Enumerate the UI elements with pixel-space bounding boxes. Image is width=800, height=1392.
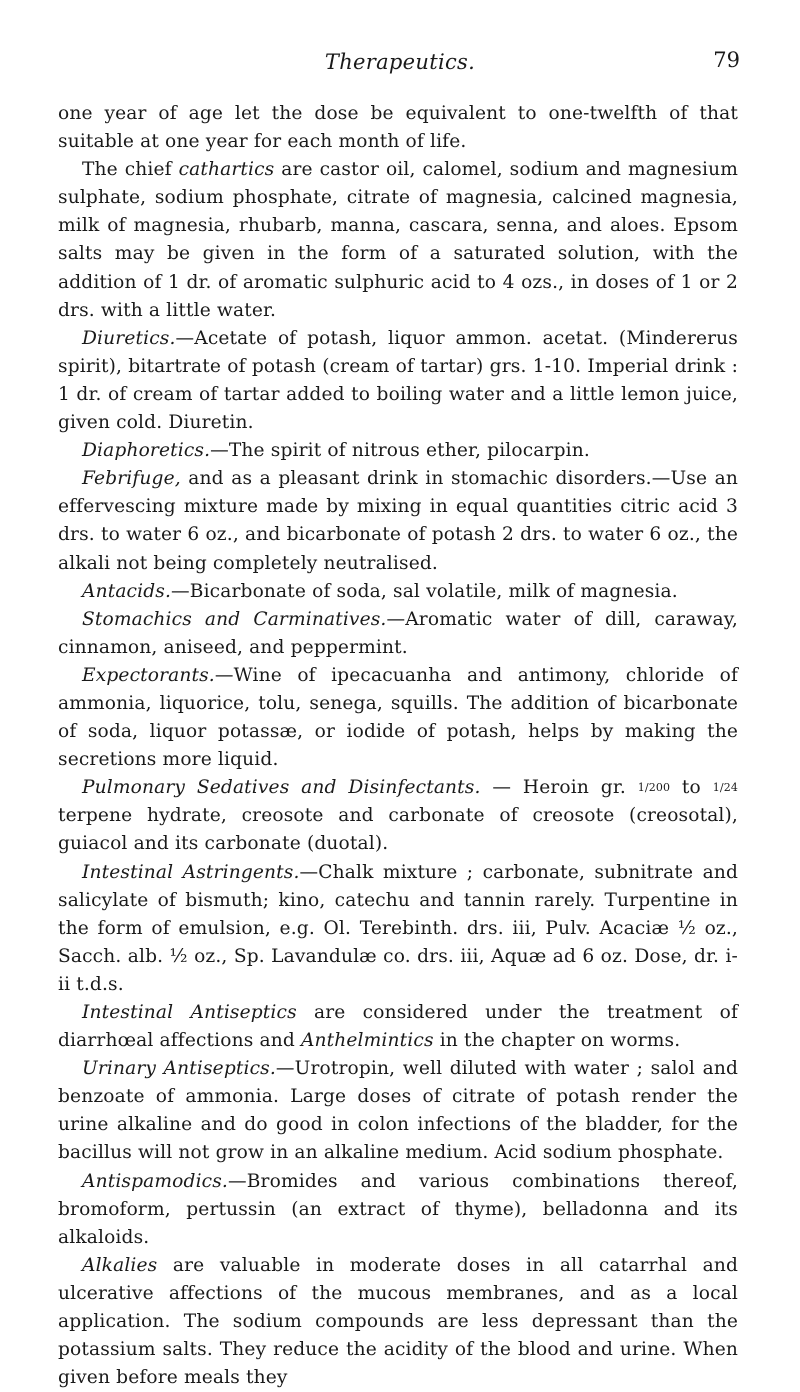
paragraph-alkalies: Alkalies are valuable in moderate doses in all catarrhal and ulcerative affections of the mucous membranes, and as a local application. The sodium compounds are less depressant than the potassium salts. They reduce the acidity of the blood and urine. When given before meals they <box>58 1254 738 1389</box>
section-heading: Diuretics. <box>82 327 176 349</box>
section-heading: Antacids. <box>82 580 172 602</box>
body-text <box>58 100 738 1392</box>
fraction: 1/200 <box>637 781 671 795</box>
section-heading: Alkalies <box>82 1254 158 1276</box>
section-heading: Pulmonary Sedatives and Disinfectants. <box>82 777 481 799</box>
paragraph-text: one year of age let the dose be equivalent to one-twelfth of that suitable at one year for each month of life. <box>58 103 738 153</box>
paragraph-cathartics: The chief cathartics are castor oil, calomel, sodium and magnesium sulphate, sodium phosphate, citrate of magnesia, calcined magnesia, milk of magnesia, rhubarb, manna, cascara, senna, and aloes. Epsom salts may be given in the form of a saturated solution, with the addition of 1 dr. of aromatic sulphuric acid to 4 ozs., in doses of 1 or 2 drs. with a little water. <box>58 159 738 321</box>
paragraph-stomachics: Stomachics and Carminatives.—Aromatic water of dill, caraway, cinnamon, aniseed, and peppermint. <box>58 608 738 658</box>
paragraph-febrifuge: Febrifuge, and as a pleasant drink in stomachic disorders.—Use an effervescing mixture made by mixing in equal quantities citric acid 3 drs. to water 6 oz., and bicarbonate of potash 2 drs. to water 6 oz., the alkali not being completely neutralised. <box>58 468 738 574</box>
paragraph-antacids: Antacids.—Bicarbonate of soda, sal volatile, milk of magnesia. <box>82 580 678 602</box>
paragraph-diuretics: Diuretics.—Acetate of potash, liquor ammon. acetat. (Mindererus spirit), bitartrate of potash (cream of tartar) grs. 1-10. Imperial drink : 1 dr. of cream of tartar added to boiling water and a little lemon juice, given cold. Diuretin. <box>58 327 738 434</box>
paragraph-intestinal-antiseptics: Intestinal Antiseptics are considered under the treatment of diarrhœal affections and Anthelmintics in the chapter on worms. <box>58 1002 738 1052</box>
section-heading: Diaphoretics. <box>82 440 211 462</box>
section-heading: Anthelmintics <box>300 1030 434 1052</box>
section-heading: Urinary Antiseptics. <box>82 1058 276 1080</box>
section-heading: Antispamodics. <box>82 1170 228 1192</box>
fraction: 1/24 <box>712 781 738 795</box>
section-heading: Intestinal Antiseptics <box>82 1002 297 1023</box>
page-number: 79 <box>713 48 740 72</box>
paragraph-pulmonary-sedatives: Pulmonary Sedatives and Disinfectants. — Heroin gr. 1/200 to 1/24 terpene hydrate, creosote and carbonate of creosote (creosotal), guiacol and its carbonate (duotal). <box>58 777 738 855</box>
running-head <box>0 50 800 80</box>
running-title: Therapeutics. <box>324 50 476 74</box>
paragraph-antispasmodics: Antispamodics.—Bromides and various combinations thereof, bromoform, pertussin (an extract of thyme), belladonna and its alkaloids. <box>58 1170 738 1248</box>
section-heading: cathartics <box>178 159 275 181</box>
paragraph-continuation <box>58 100 738 156</box>
paragraph-intestinal-astringents: Intestinal Astringents.—Chalk mixture ; carbonate, subnitrate and salicylate of bismuth; kino, catechu and tannin rarely. Turpentine in the form of emulsion, e.g. Ol. Terebinth. drs. iii, Pulv. Acaciæ ½ oz., Sacch. alb. ½ oz., Sp. Lavandulæ co. drs. iii, Aquæ ad 6 oz. Dose, dr. i-ii t.d.s. <box>58 861 738 995</box>
paragraph-urinary-antiseptics: Urinary Antiseptics.—Urotropin, well diluted with water ; salol and benzoate of ammonia. Large doses of citrate of potash render the urine alkaline and do good in colon infections of the bladder, for the bacillus will not grow in an alkaline medium. Acid sodium phosphate. <box>58 1058 738 1164</box>
section-heading: Intestinal Astringents. <box>82 861 300 883</box>
paragraph-diaphoretics: Diaphoretics.—The spirit of nitrous ether, pilocarpin. <box>82 440 590 462</box>
section-heading: Stomachics and Carminatives. <box>82 608 387 630</box>
paragraph-expectorants: Expectorants.—Wine of ipecacuanha and antimony, chloride of ammonia, liquorice, tolu, senega, squills. The addition of bicarbonate of soda, liquor potassæ, or iodide of potash, helps by making the secretions more liquid. <box>58 664 738 771</box>
section-heading: Expectorants. <box>82 664 215 686</box>
section-heading: Febrifuge, <box>82 468 181 490</box>
